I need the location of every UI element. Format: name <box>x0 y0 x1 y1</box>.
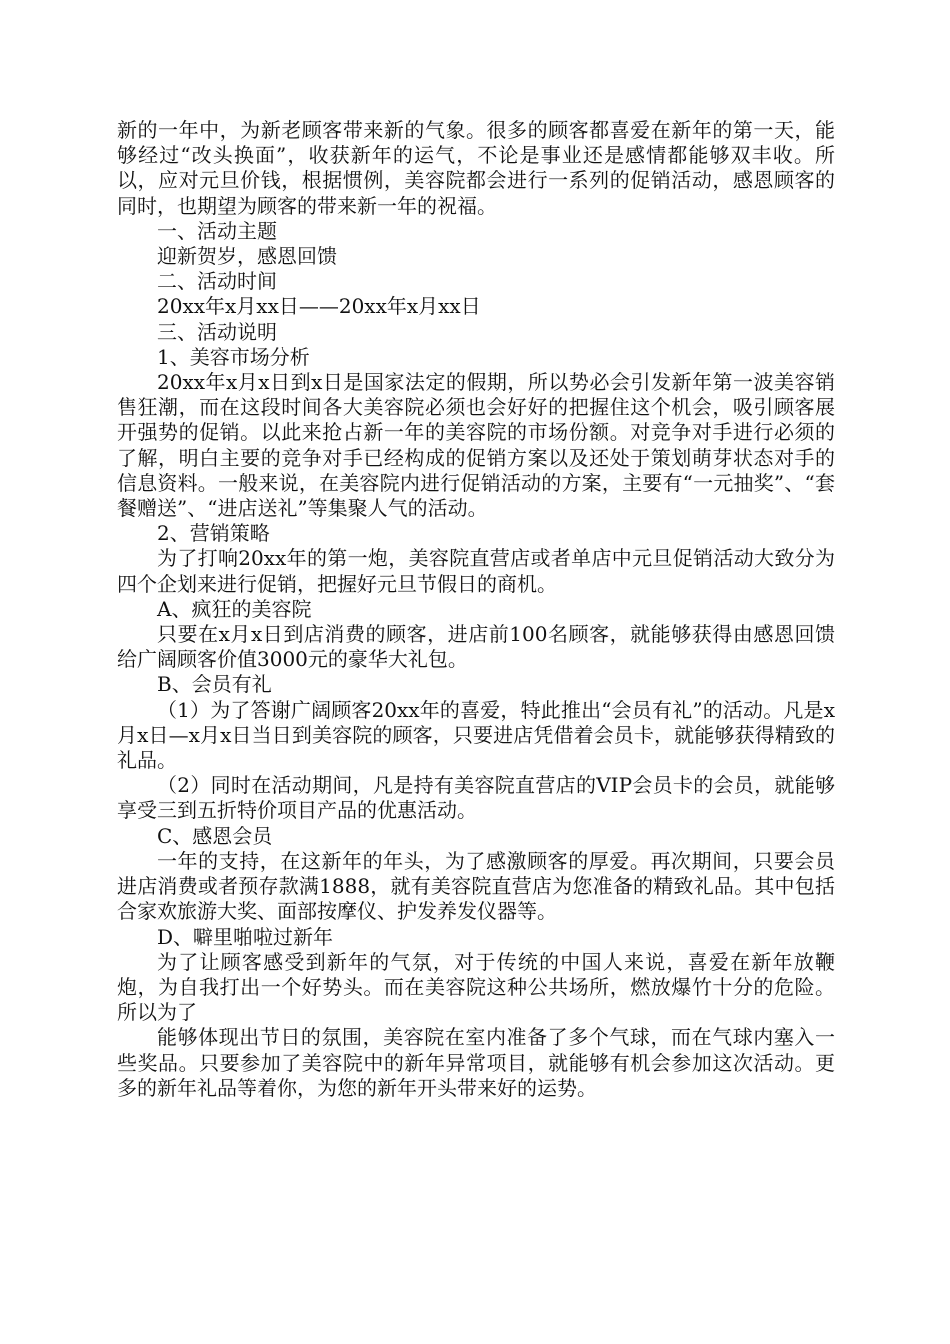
plan-b-paragraph-2: （2）同时在活动期间，凡是持有美容院直营店的VIP会员卡的会员，就能够享受三到五折特价项目产品的优惠活动。 <box>117 773 835 823</box>
market-analysis-paragraph: 20xx年x月x日到x日是国家法定的假期，所以势必会引发新年第一波美容销售狂潮，而在这段时间各大美容院必须也会好好的把握住这个机会，吸引顾客展开强势的促销。以此来抢占新一年的美容院的市场份额。对竞争对手进行必须的了解，明白主要的竞争对手已经构成的促销方案以及还处于策划萌芽状态对手的信息资料。一般来说，在美容院内进行促销活动的方案，主要有“一元抽奖”、“套餐赠送”、“进店送礼”等集聚人气的活动。 <box>117 370 835 521</box>
time-text: 20xx年x月xx日——20xx年x月xx日 <box>157 294 481 319</box>
plan-b-paragraph-1: （1）为了答谢广阔顾客20xx年的喜爱，特此推出“会员有礼”的活动。凡是x月x日—x月x日当日到美容院的顾客，只要进店凭借着会员卡，就能够获得精致的礼品。 <box>117 697 835 773</box>
plan-c-paragraph: 一年的支持，在这新年的年头，为了感激顾客的厚爱。再次期间，只要会员进店消费或者预存款满1888，就有美容院直营店为您准备的精致礼品。其中包括合家欢旅游大奖、面部按摩仪、护发养发仪器等。 <box>117 848 835 924</box>
theme-text: 迎新贺岁，感恩回馈 <box>157 244 337 269</box>
plan-d-heading: D、噼里啪啦过新年 <box>157 924 334 949</box>
plan-a-paragraph: 只要在x月x日到店消费的顾客，进店前100名顾客，就能够获得由感恩回馈给广阔顾客价值3000元的豪华大礼包。 <box>117 622 835 672</box>
plan-a-heading: A、疯狂的美容院 <box>157 596 312 621</box>
section-heading-description: 三、活动说明 <box>157 319 277 344</box>
subheading-marketing-strategy: 2、营销策略 <box>157 521 270 546</box>
marketing-strategy-paragraph: 为了打响20xx年的第一炮，美容院直营店或者单店中元旦促销活动大致分为四个企划来进行促销，把握好元旦节假日的商机。 <box>117 546 835 596</box>
intro-paragraph: 新的一年中，为新老顾客带来新的气象。很多的顾客都喜爱在新年的第一天，能够经过“改头换面”，收获新年的运气，不论是事业还是感情都能够双丰收。所以，应对元旦价钱，根据惯例，美容院都会进行一系列的促销活动，感恩顾客的同时，也期望为顾客的带来新一年的祝福。 <box>117 118 835 218</box>
subheading-market-analysis: 1、美容市场分析 <box>157 344 310 369</box>
section-heading-theme: 一、活动主题 <box>157 218 277 243</box>
plan-b-heading: B、会员有礼 <box>157 672 272 697</box>
section-heading-time: 二、活动时间 <box>157 269 277 294</box>
plan-d-paragraph-2: 能够体现出节日的氛围，美容院在室内准备了多个气球，而在气球内塞入一些奖品。只要参加了美容院中的新年异常项目，就能够有机会参加这次活动。更多的新年礼品等着你，为您的新年开头带来好的运势。 <box>117 1025 835 1100</box>
plan-d-paragraph-1: 为了让顾客感受到新年的气氛，对于传统的中国人来说，喜爱在新年放鞭炮，为自我打出一个好势头。而在美容院这种公共场所，燃放爆竹十分的危险。所以为了 <box>117 949 835 1025</box>
document-body <box>117 118 835 1101</box>
plan-c-heading: C、感恩会员 <box>157 823 273 848</box>
